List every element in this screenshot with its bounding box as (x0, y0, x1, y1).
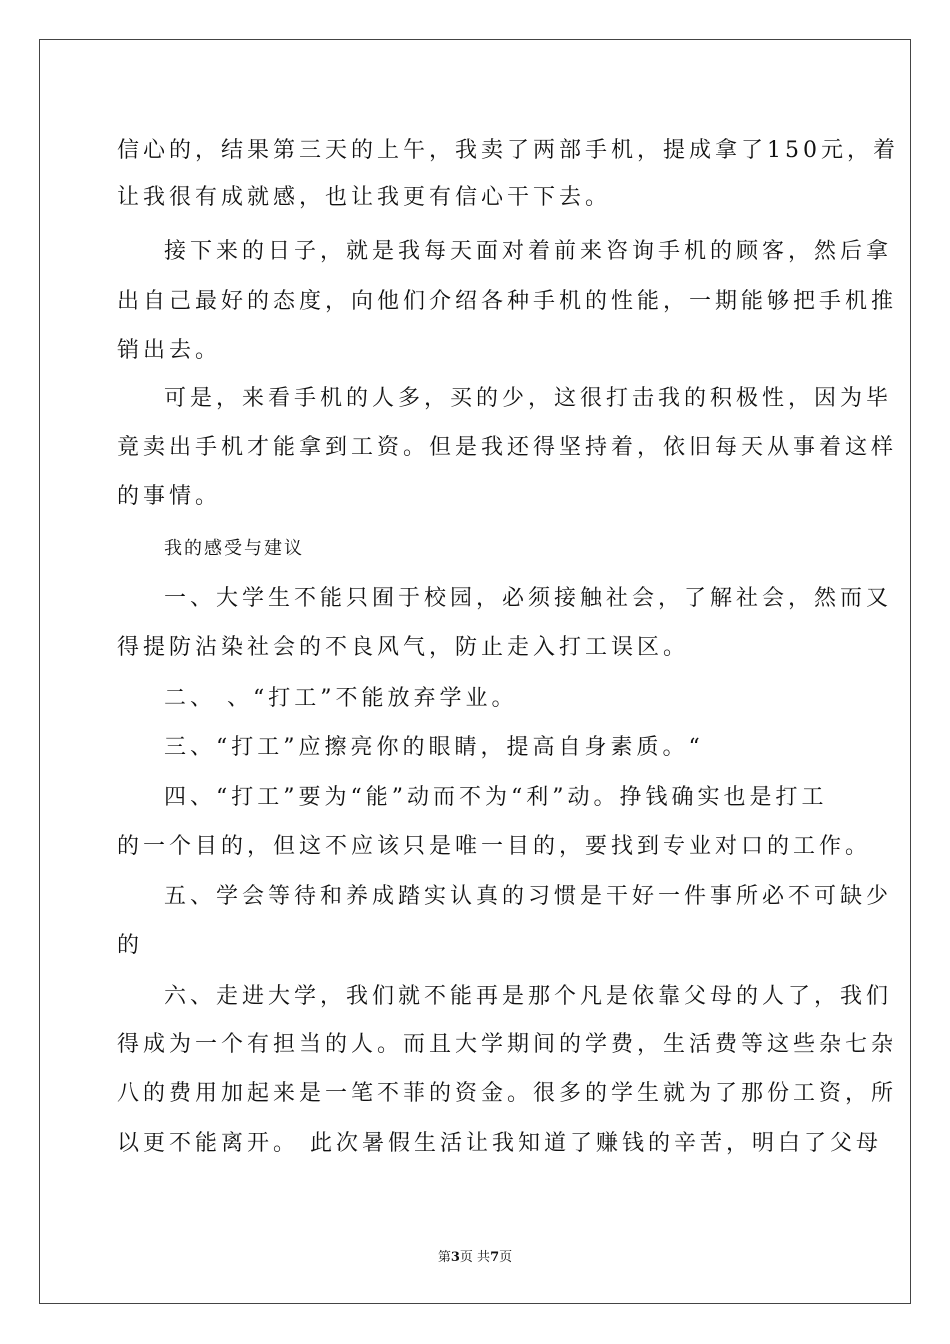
page-border (39, 39, 911, 1304)
current-page-number: 3 (450, 1250, 460, 1265)
footer-mid: 页 共 (459, 1250, 491, 1265)
text-line: 六、走进大学，我们就不能再是那个凡是依靠父母的人了，我们 (164, 984, 893, 1009)
text-line: 接下来的日子，就是我每天面对着前来咨询手机的顾客，然后拿 (164, 239, 893, 264)
text-line: 二、 、“打工”不能放弃学业。 (164, 686, 518, 711)
text-line: 得提防沾染社会的不良风气，防止走入打工误区。 (117, 635, 690, 660)
page-footer (0, 1246, 950, 1265)
footer-suffix: 页 (499, 1250, 513, 1265)
text-line: 以更不能离开。 此次暑假生活让我知道了赚钱的辛苦，明白了父母 (117, 1131, 882, 1156)
text-line: 得成为一个有担当的人。而且大学期间的学费，生活费等这些杂七杂 (117, 1032, 898, 1057)
text-line: 四、“打工”要为“能”动而不为“利”动。挣钱确实也是打工 (164, 785, 828, 810)
text-line: 三、“打工”应擦亮你的眼睛，提高自身素质。“ (164, 735, 704, 760)
text-line: 五、学会等待和养成踏实认真的习惯是干好一件事所必不可缺少 (164, 884, 893, 909)
text-line: 的事情。 (117, 484, 222, 509)
text-line: 可是，来看手机的人多，买的少，这很打击我的积极性，因为毕 (164, 386, 893, 411)
section-heading: 我的感受与建议 (164, 538, 304, 559)
text-line: 让我很有成就感，也让我更有信心干下去。 (117, 185, 612, 210)
footer-prefix: 第 (437, 1250, 451, 1265)
text-line: 出自己最好的态度，向他们介绍各种手机的性能，一期能够把手机推 (117, 289, 898, 314)
total-page-number: 7 (490, 1250, 500, 1265)
text-line: 八的费用加起来是一笔不菲的资金。很多的学生就为了那份工资，所 (117, 1081, 898, 1106)
text-line: 信心的，结果第三天的上午，我卖了两部手机，提成拿了150元，着 (117, 138, 899, 163)
text-line: 一、大学生不能只囿于校园，必须接触社会，了解社会，然而又 (164, 586, 893, 611)
text-line: 的一个目的，但这不应该只是唯一目的，要找到专业对口的工作。 (117, 834, 872, 859)
text-line: 竟卖出手机才能拿到工资。但是我还得坚持着，依旧每天从事着这样 (117, 435, 898, 460)
text-line: 的 (117, 933, 144, 958)
text-line: 销出去。 (117, 338, 222, 363)
